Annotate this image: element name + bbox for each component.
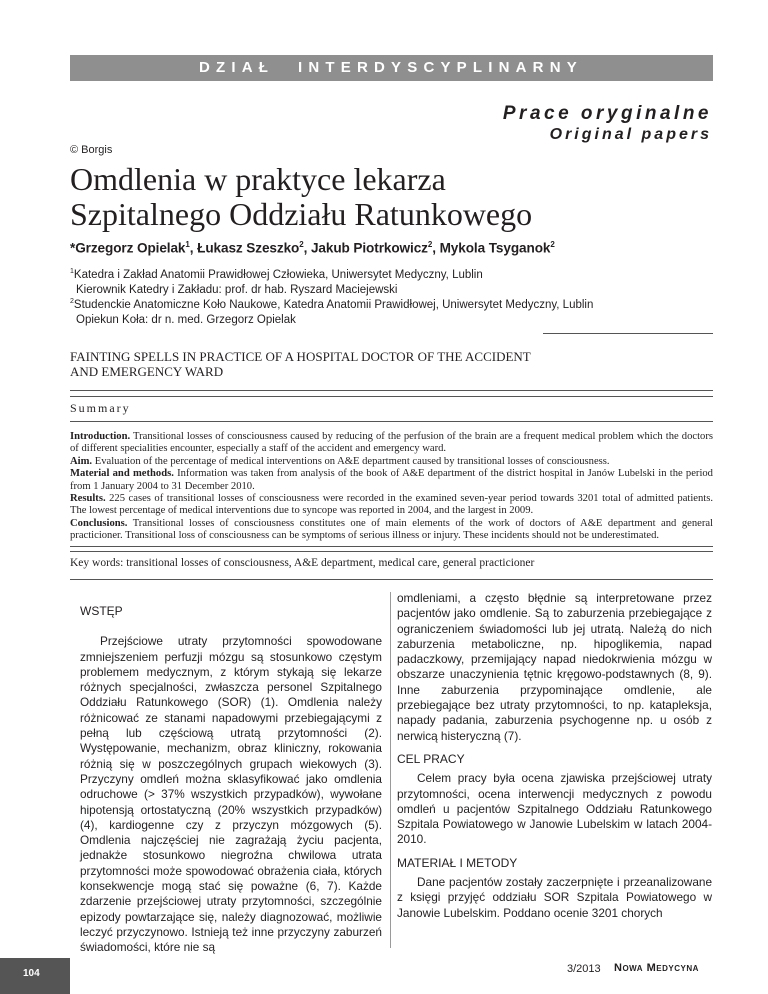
issue-number: 3/2013 (567, 963, 601, 975)
department-label-word2: INTERDYSCYPLINARNY (298, 59, 583, 76)
affiliation-divider (543, 333, 713, 334)
affiliation-text: Studenckie Anatomiczne Koło Naukowe, Katedra Anatomii Prawidłowej, Uniwersytet Medyczny, Lublin (73, 298, 594, 311)
author-affiliation-sup: 2 (427, 240, 433, 249)
author-name: Jakub Piotrkowicz (310, 240, 428, 256)
body-paragraph: Celem pracy była ocena zjawiska przejściowej utraty przytomności, ocena interwencji medycznych z powodu omdleń u pacjentów Szpitalnego Oddziału Ratunkowego Szpitala Powiatowego w Janowie Lubelskim w latach 2004-2010. (397, 771, 712, 847)
abstract-aim: Aim. Evaluation of the percentage of medical interventions on A&E department caused by transitional losses of consciousness. (70, 455, 610, 467)
abstract (70, 431, 713, 543)
body-paragraph: Dane pacjentów zostały zaczerpnięte i przeanalizowane z księgi przyjęć oddziału SOR Szpitala Powiatowego w Janowie Lubelskim. Poddano ocenie 3201 chorych (397, 875, 712, 920)
divider (70, 551, 713, 552)
divider (70, 390, 713, 391)
english-title (70, 349, 670, 379)
author-name: Łukasz Szeszko (197, 240, 300, 256)
page-number-box (0, 958, 70, 994)
body-paragraph: Przejściowe utraty przytomności spowodowane zmniejszeniem perfuzji mózgu są stosunkowo częstym problemem medycznym, z którym stykają się lekarze różnych specjalności, zwłaszcza personel Szpitalnego Oddziału Ratunkowego (SOR) (1). Omdlenia należy różnicować ze stanami napadowymi przebiegającymi z pełną lub częściową utratą przytomności (2). Występowanie, mechanizm, obraz kliniczny, rokowania różnią się w poszczególnych grupach wiekowych (3). Przyczyny omdleń można sklasyfikować jako omdlenia odruchowe (> 37% wszystkich przypadków), wywołane hipotensją ortostatyczną (20% wszystkich przypadków) (4), kardiogenne czy z przyczyn mózgowych (5). Omdlenia najczęściej nie zagrażają życiu pacjenta, jednakże stosunkowo niegroźna chwilowa utrata przytomności może spowodować obrażenia ciała, których konsekwencje mogą stać się poważne (6, 7). Każde zdarzenie przejściowej utraty przytomności, szczególnie epizody powtarzające się, należy diagnozować, możliwie leczyć przyczynowo. Istnieją też inne przyczyny zaburzeń świadomości, które nie są (80, 634, 382, 955)
affiliation-line (70, 268, 483, 281)
abstract-results: Results. 225 cases of transitional losses of consciousness were recorded in the examined seven-year period towards 3201 total of admitted patients. The lowest percentage of medical interventions due to syncope was reported in 2004, and the largest in 2009. (70, 493, 713, 517)
affiliation-line (70, 298, 593, 311)
affiliation-sup: 1 (70, 268, 74, 275)
department-label-word1: DZIAŁ (199, 59, 275, 76)
section-heading-aim: CEL PRACY (397, 751, 465, 766)
author-name: *Grzegorz Opielak (70, 240, 186, 256)
section-heading-methods: MATERIAŁ I METODY (397, 855, 518, 870)
abstract-conclusions: Conclusions. Transitional losses of consciousness constitutes one of main elements of the work of doctors of A&E department and general practicioner. Transitional loss of consciousness can be symptoms of serious illness or injury. These incidents should not be underestimated. (70, 517, 713, 542)
english-title-line2: AND EMERGENCY WARD (70, 364, 224, 379)
author-affiliation-sup: 2 (550, 240, 555, 249)
journal-name: Nowa Medycyna (614, 962, 699, 974)
keywords: Key words: transitional losses of consciousness, A&E department, medical care, general practicioner (70, 557, 535, 569)
copyright-notice: © Borgis (70, 144, 113, 156)
divider (70, 579, 713, 580)
affiliation-text: Kierownik Katedry i Zakładu: prof. dr hab. Ryszard Maciejewski (76, 284, 398, 296)
section-type-polish: Prace oryginalne (502, 103, 712, 124)
divider (70, 421, 713, 422)
affiliation-line (76, 314, 296, 326)
author-list: *Grzegorz Opielak$^1$, Łukasz Szeszko$^2$, Jakub Piotrkowicz$^2$, Mykola Tsyganok$^2$ (70, 240, 555, 256)
article-title-line1: Omdlenia w praktyce lekarza (70, 161, 446, 197)
section-type-english: Original papers (549, 126, 712, 143)
article-title (70, 162, 710, 232)
body-column-left (80, 591, 382, 956)
page-number: 104 (23, 968, 40, 979)
author-affiliation-sup: 2 (299, 240, 304, 249)
summary-heading: Summary (70, 401, 131, 415)
body-paragraph: omdleniami, a często błędnie są interpretowane przez pacjentów jako omdlenie. Są to zaburzenia przebiegające z ograniczeniem świadomości lub jej utratą. Należą do nich zaburzenia metaboliczne, np. hipoglikemia, napad padaczkowy, przemijający napad niedokrwienia mózgu w obszarze unaczynienia tętnic kręgowo-podstawnych (8, 9). Inne zaburzenia przypominające omdlenie, ale przebiegające bez utraty przytomności, to np. katapleksja, napady padania, zaburzenia psychogenne np. u osób z nerwicą histeryczną (7). (397, 591, 712, 743)
divider (70, 396, 713, 397)
affiliation-sup: 2 (70, 298, 74, 305)
affiliation-text: Katedra i Zakład Anatomii Prawidłowej Człowieka, Uniwersytet Medyczny, Lublin (73, 268, 483, 281)
affiliation-text: Opiekun Koła: dr n. med. Grzegorz Opielak (76, 314, 296, 326)
column-divider (390, 592, 391, 948)
abstract-methods: Material and methods. Information was taken from analysis of the book of A&E department of the district hospital in Janów Lubelski in the period from 1 January 2004 to 31 December 2010. (70, 468, 713, 492)
author-affiliation-sup: 1 (185, 240, 190, 249)
section-header-band (70, 55, 713, 81)
author-name: Mykola Tsyganok (439, 240, 551, 256)
body-column-right (397, 591, 712, 921)
english-title-line1: FAINTING SPELLS IN PRACTICE OF A HOSPITAL DOCTOR OF THE ACCIDENT (70, 349, 531, 364)
section-heading-introduction: WSTĘP (80, 604, 123, 618)
abstract-introduction: Introduction. Transitional losses of consciousness caused by reducing of the perfusion of the brain are a frequent medical problem which the doctors of different specialities encounter, especially a staff of the accident and emergency ward. (70, 431, 713, 455)
article-title-line2: Szpitalnego Oddziału Ratunkowego (70, 196, 533, 232)
divider (70, 546, 713, 547)
affiliation-line (76, 284, 398, 296)
